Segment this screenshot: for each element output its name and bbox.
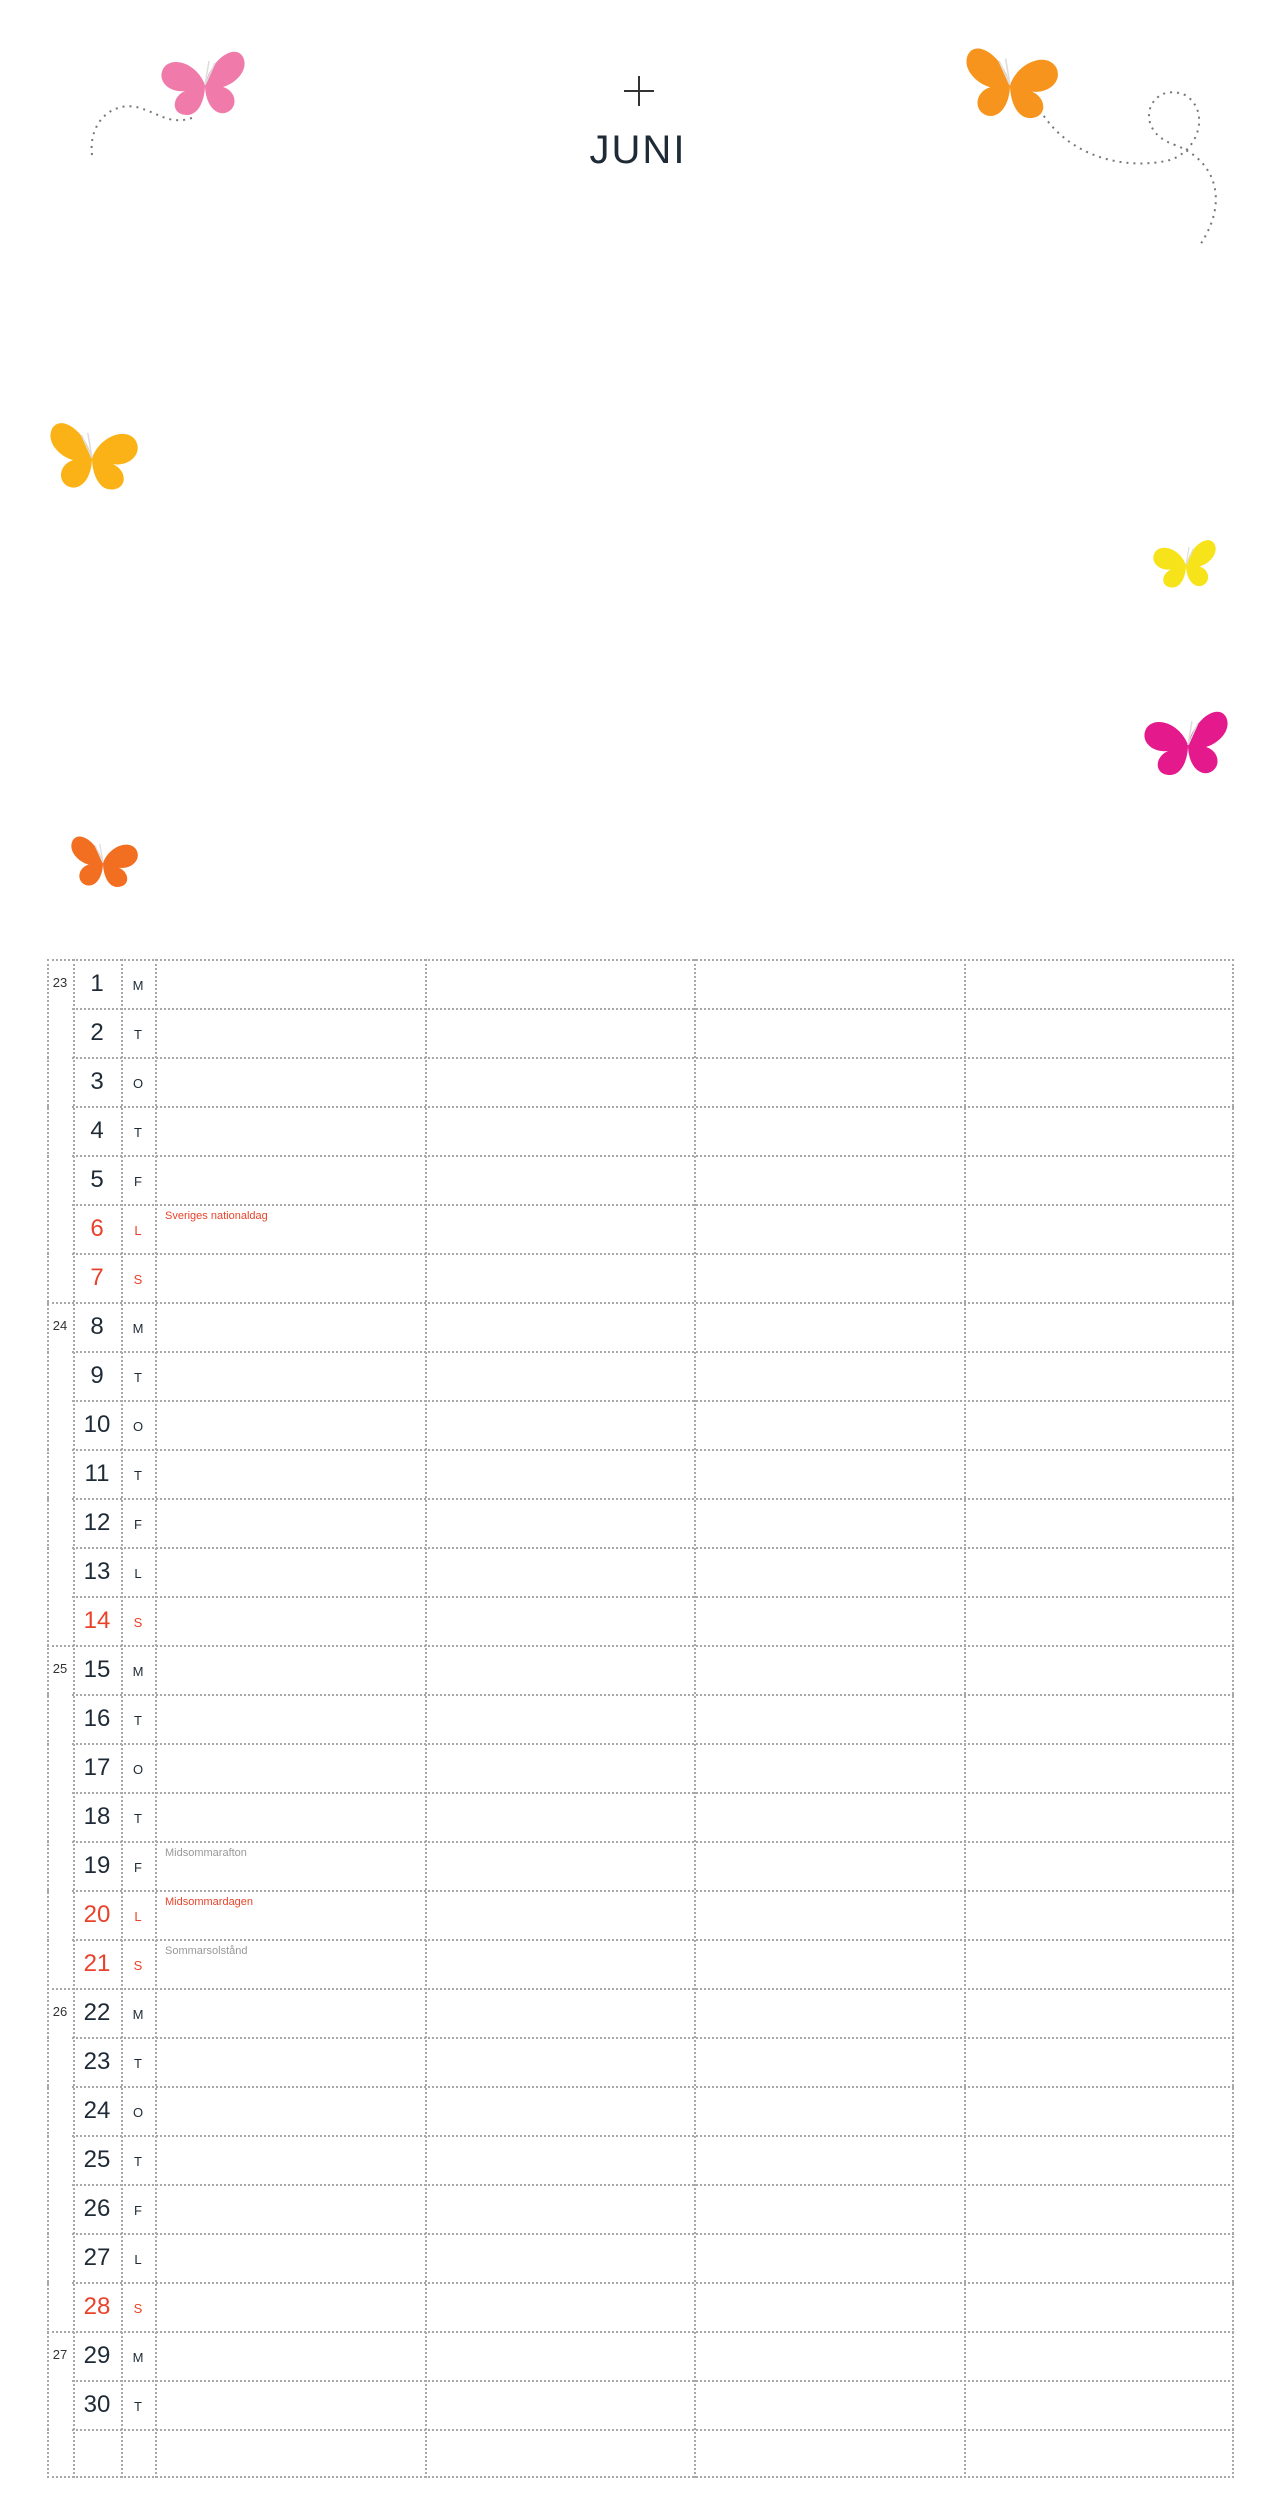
row-divider — [47, 2476, 1234, 2478]
week-column-mask — [50, 1693, 72, 1697]
week-number: 27 — [52, 2347, 68, 2362]
week-column-mask — [50, 1056, 72, 1060]
row-divider — [47, 1106, 1234, 1108]
weekday-letter: L — [134, 1223, 142, 1238]
weekday-letter: T — [134, 1713, 142, 1728]
day-number: 8 — [90, 1313, 104, 1340]
butterfly-yellow-icon — [1153, 540, 1215, 587]
column-divider — [47, 959, 49, 2478]
week-column-mask — [50, 2379, 72, 2383]
day-number: 17 — [83, 1754, 111, 1781]
row-divider — [47, 1302, 1234, 1304]
row-divider — [47, 1890, 1234, 1892]
weekday-letter: O — [132, 1076, 144, 1091]
weekday-letter: T — [134, 1468, 142, 1483]
week-column-mask — [50, 1546, 72, 1550]
weekday-letter: M — [132, 1321, 144, 1336]
butterfly-orange-icon — [966, 48, 1057, 118]
weekday-letter: M — [132, 2007, 144, 2022]
week-column-mask — [50, 1840, 72, 1844]
day-number: 3 — [90, 1068, 104, 1095]
week-number: 24 — [52, 1318, 68, 1333]
day-number: 11 — [84, 1460, 110, 1487]
day-number: 15 — [83, 1656, 111, 1683]
weekday-letter: T — [134, 2154, 142, 2169]
weekday-letter: T — [134, 1811, 142, 1826]
day-number: 6 — [90, 1215, 104, 1242]
row-divider — [47, 1596, 1234, 1598]
week-column-mask — [50, 1938, 72, 1942]
week-number: 25 — [52, 1661, 68, 1676]
weekday-letter: T — [134, 1125, 142, 1140]
calendar-grid — [47, 959, 1234, 2475]
week-column-mask — [50, 1399, 72, 1403]
day-number: 30 — [83, 2391, 111, 2418]
butterfly-pink-icon — [161, 52, 244, 115]
day-number: 14 — [83, 1607, 111, 1634]
weekday-letter: L — [134, 2252, 142, 2267]
weekday-letter: S — [133, 1272, 143, 1287]
row-divider — [47, 2086, 1234, 2088]
day-number: 22 — [83, 1999, 111, 2026]
weekday-letter: O — [132, 1419, 144, 1434]
week-column-mask — [50, 2428, 72, 2432]
day-number: 7 — [90, 1264, 104, 1291]
day-number: 10 — [83, 1411, 111, 1438]
week-column-mask — [50, 1595, 72, 1599]
column-divider — [964, 959, 966, 2478]
row-divider — [47, 1988, 1234, 1990]
day-number: 12 — [83, 1509, 111, 1536]
week-column-mask — [50, 1252, 72, 1256]
day-number: 5 — [90, 1166, 104, 1193]
row-divider — [47, 1498, 1234, 1500]
week-column-mask — [50, 1448, 72, 1452]
weekday-letter: O — [132, 1762, 144, 1777]
day-number: 23 — [83, 2048, 111, 2075]
row-divider — [47, 2037, 1234, 2039]
row-divider — [47, 959, 1234, 961]
butterfly-magenta-icon — [1144, 712, 1227, 775]
weekday-letter: M — [132, 978, 144, 993]
row-divider — [47, 1400, 1234, 1402]
row-divider — [47, 1204, 1234, 1206]
day-number: 2 — [90, 1019, 104, 1046]
row-divider — [47, 1939, 1234, 1941]
day-number: 25 — [83, 2146, 111, 2173]
weekday-letter: O — [132, 2105, 144, 2120]
row-divider — [47, 1155, 1234, 1157]
week-column-mask — [50, 2281, 72, 2285]
row-divider — [47, 1351, 1234, 1353]
weekday-letter: L — [134, 1909, 142, 1924]
row-divider — [47, 1008, 1234, 1010]
week-column-mask — [50, 1742, 72, 1746]
day-number: 28 — [83, 2293, 111, 2320]
row-divider — [47, 2429, 1234, 2431]
weekday-letter: S — [133, 1958, 143, 1973]
month-title: JUNI — [589, 128, 687, 172]
row-divider — [47, 2331, 1234, 2333]
row-divider — [47, 2233, 1234, 2235]
week-column-mask — [50, 1007, 72, 1011]
weekday-letter: F — [134, 1860, 142, 1875]
week-column-mask — [50, 2232, 72, 2236]
week-column-mask — [50, 1154, 72, 1158]
week-column-mask — [50, 2085, 72, 2089]
weekday-letter: L — [134, 1566, 142, 1581]
weekday-letter: T — [134, 1027, 142, 1042]
day-number: 18 — [83, 1803, 111, 1830]
holiday-note: Sommarsolstånd — [165, 1945, 248, 1957]
butterfly-deep-orange-icon — [71, 836, 138, 887]
day-number: 24 — [83, 2097, 111, 2124]
week-column-mask — [50, 2036, 72, 2040]
holiday-note: Sveriges nationaldag — [165, 1210, 268, 1222]
weekday-letter: T — [134, 1370, 142, 1385]
day-number: 9 — [90, 1362, 104, 1389]
day-number: 1 — [90, 970, 104, 997]
row-divider — [47, 2380, 1234, 2382]
day-number: 4 — [90, 1117, 104, 1144]
row-divider — [47, 1253, 1234, 1255]
row-divider — [47, 1547, 1234, 1549]
week-number: 23 — [52, 975, 68, 990]
weekday-letter: S — [133, 1615, 143, 1630]
row-divider — [47, 2184, 1234, 2186]
weekday-letter: M — [132, 1664, 144, 1679]
column-divider — [155, 959, 157, 2478]
week-column-mask — [50, 1105, 72, 1109]
weekday-letter: S — [133, 2301, 143, 2316]
weekday-letter: T — [134, 2399, 142, 2414]
day-number: 26 — [83, 2195, 111, 2222]
row-divider — [47, 1792, 1234, 1794]
weekday-letter: F — [134, 1517, 142, 1532]
column-divider — [1232, 959, 1234, 2478]
plus-icon — [624, 76, 654, 106]
day-number: 21 — [83, 1950, 111, 1977]
day-number: 20 — [83, 1901, 111, 1928]
weekday-letter: F — [134, 1174, 142, 1189]
week-column-mask — [50, 1497, 72, 1501]
weekday-letter: F — [134, 2203, 142, 2218]
butterfly-amber-icon — [50, 423, 137, 489]
week-column-mask — [50, 1203, 72, 1207]
row-divider — [47, 1694, 1234, 1696]
holiday-note: Midsommardagen — [165, 1896, 254, 1908]
column-divider — [425, 959, 427, 2478]
weekday-letter: T — [134, 2056, 142, 2071]
holiday-note: Midsommarafton — [165, 1847, 247, 1859]
day-number: 27 — [83, 2244, 111, 2271]
week-column-mask — [50, 2134, 72, 2138]
day-number: 19 — [83, 1852, 111, 1879]
row-divider — [47, 1645, 1234, 1647]
row-divider — [47, 1449, 1234, 1451]
day-number: 29 — [83, 2342, 111, 2369]
row-divider — [47, 2282, 1234, 2284]
column-divider — [694, 959, 696, 2478]
week-column-mask — [50, 1350, 72, 1354]
week-column-mask — [50, 1791, 72, 1795]
row-divider — [47, 1743, 1234, 1745]
week-column-mask — [50, 1889, 72, 1893]
weekday-letter: M — [132, 2350, 144, 2365]
day-number: 16 — [83, 1705, 111, 1732]
row-divider — [47, 1057, 1234, 1059]
week-number: 26 — [52, 2004, 68, 2019]
week-column-mask — [50, 2183, 72, 2187]
day-number: 13 — [83, 1558, 111, 1585]
row-divider — [47, 1841, 1234, 1843]
row-divider — [47, 2135, 1234, 2137]
